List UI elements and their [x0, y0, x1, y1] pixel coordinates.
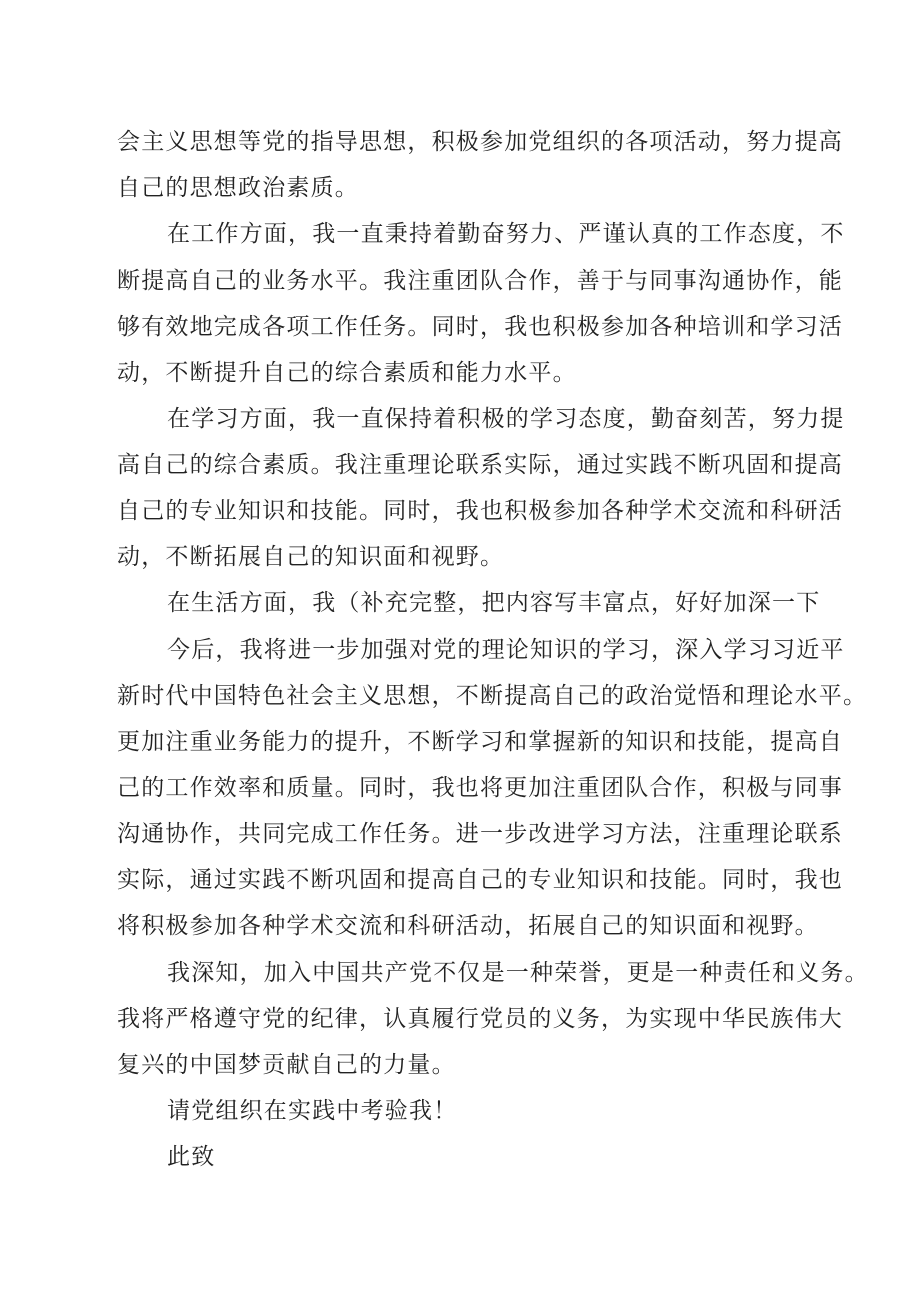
- text-line: 新时代中国特色社会主义思想，不断提高自己的政治觉悟和理论水平。: [117, 683, 868, 709]
- text-line: 自己的专业知识和技能。同时，我也积极参加各种学术交流和科研活: [117, 498, 843, 524]
- text-line: 我将严格遵守党的纪律，认真履行党员的义务，为实现中华民族伟大: [117, 1006, 843, 1032]
- paragraph-start-line: 今后，我将进一步加强对党的理论知识的学习，深入学习习近平: [167, 637, 845, 663]
- paragraph-start-line: 在工作方面，我一直秉持着勤奋努力、严谨认真的工作态度，不: [167, 221, 845, 247]
- text-line: 沟通协作，共同完成工作任务。进一步改进学习方法，注重理论联系: [117, 821, 843, 847]
- text-line: 动，不断拓展自己的知识面和视野。: [117, 544, 505, 570]
- text-line: 复兴的中国梦贡献自己的力量。: [117, 1052, 456, 1078]
- text-line: 会主义思想等党的指导思想，积极参加党组织的各项活动，努力提高: [117, 129, 843, 155]
- paragraph-start-line: 我深知，加入中国共产党不仅是一种荣誉，更是一种责任和义务。: [167, 960, 869, 986]
- text-line: 高自己的综合素质。我注重理论联系实际，通过实践不断巩固和提高: [117, 452, 843, 478]
- text-line: 动，不断提升自己的综合素质和能力水平。: [117, 360, 577, 386]
- text-line: 够有效地完成各项工作任务。同时，我也积极参加各种培训和学习活: [117, 314, 843, 340]
- text-line: 将积极参加各种学术交流和科研活动，拓展自己的知识面和视野。: [117, 913, 819, 939]
- text-line: 实际，通过实践不断巩固和提高自己的专业知识和技能。同时，我也: [117, 867, 843, 893]
- salutation-line: 此致: [167, 1144, 216, 1170]
- paragraph-start-line: 在生活方面，我（补充完整，把内容写丰富点，好好加深一下: [167, 590, 821, 616]
- text-line: 自己的思想政治素质。: [117, 175, 359, 201]
- paragraph-start-line: 在学习方面，我一直保持着积极的学习态度，勤奋刻苦，努力提: [167, 406, 845, 432]
- text-line: 己的工作效率和质量。同时，我也将更加注重团队合作，积极与同事: [117, 775, 843, 801]
- text-line: 更加注重业务能力的提升，不断学习和掌握新的知识和技能，提高自: [117, 729, 843, 755]
- closing-request-line: 请党组织在实践中考验我！: [167, 1098, 458, 1124]
- text-line: 断提高自己的业务水平。我注重团队合作，善于与同事沟通协作，能: [117, 268, 843, 294]
